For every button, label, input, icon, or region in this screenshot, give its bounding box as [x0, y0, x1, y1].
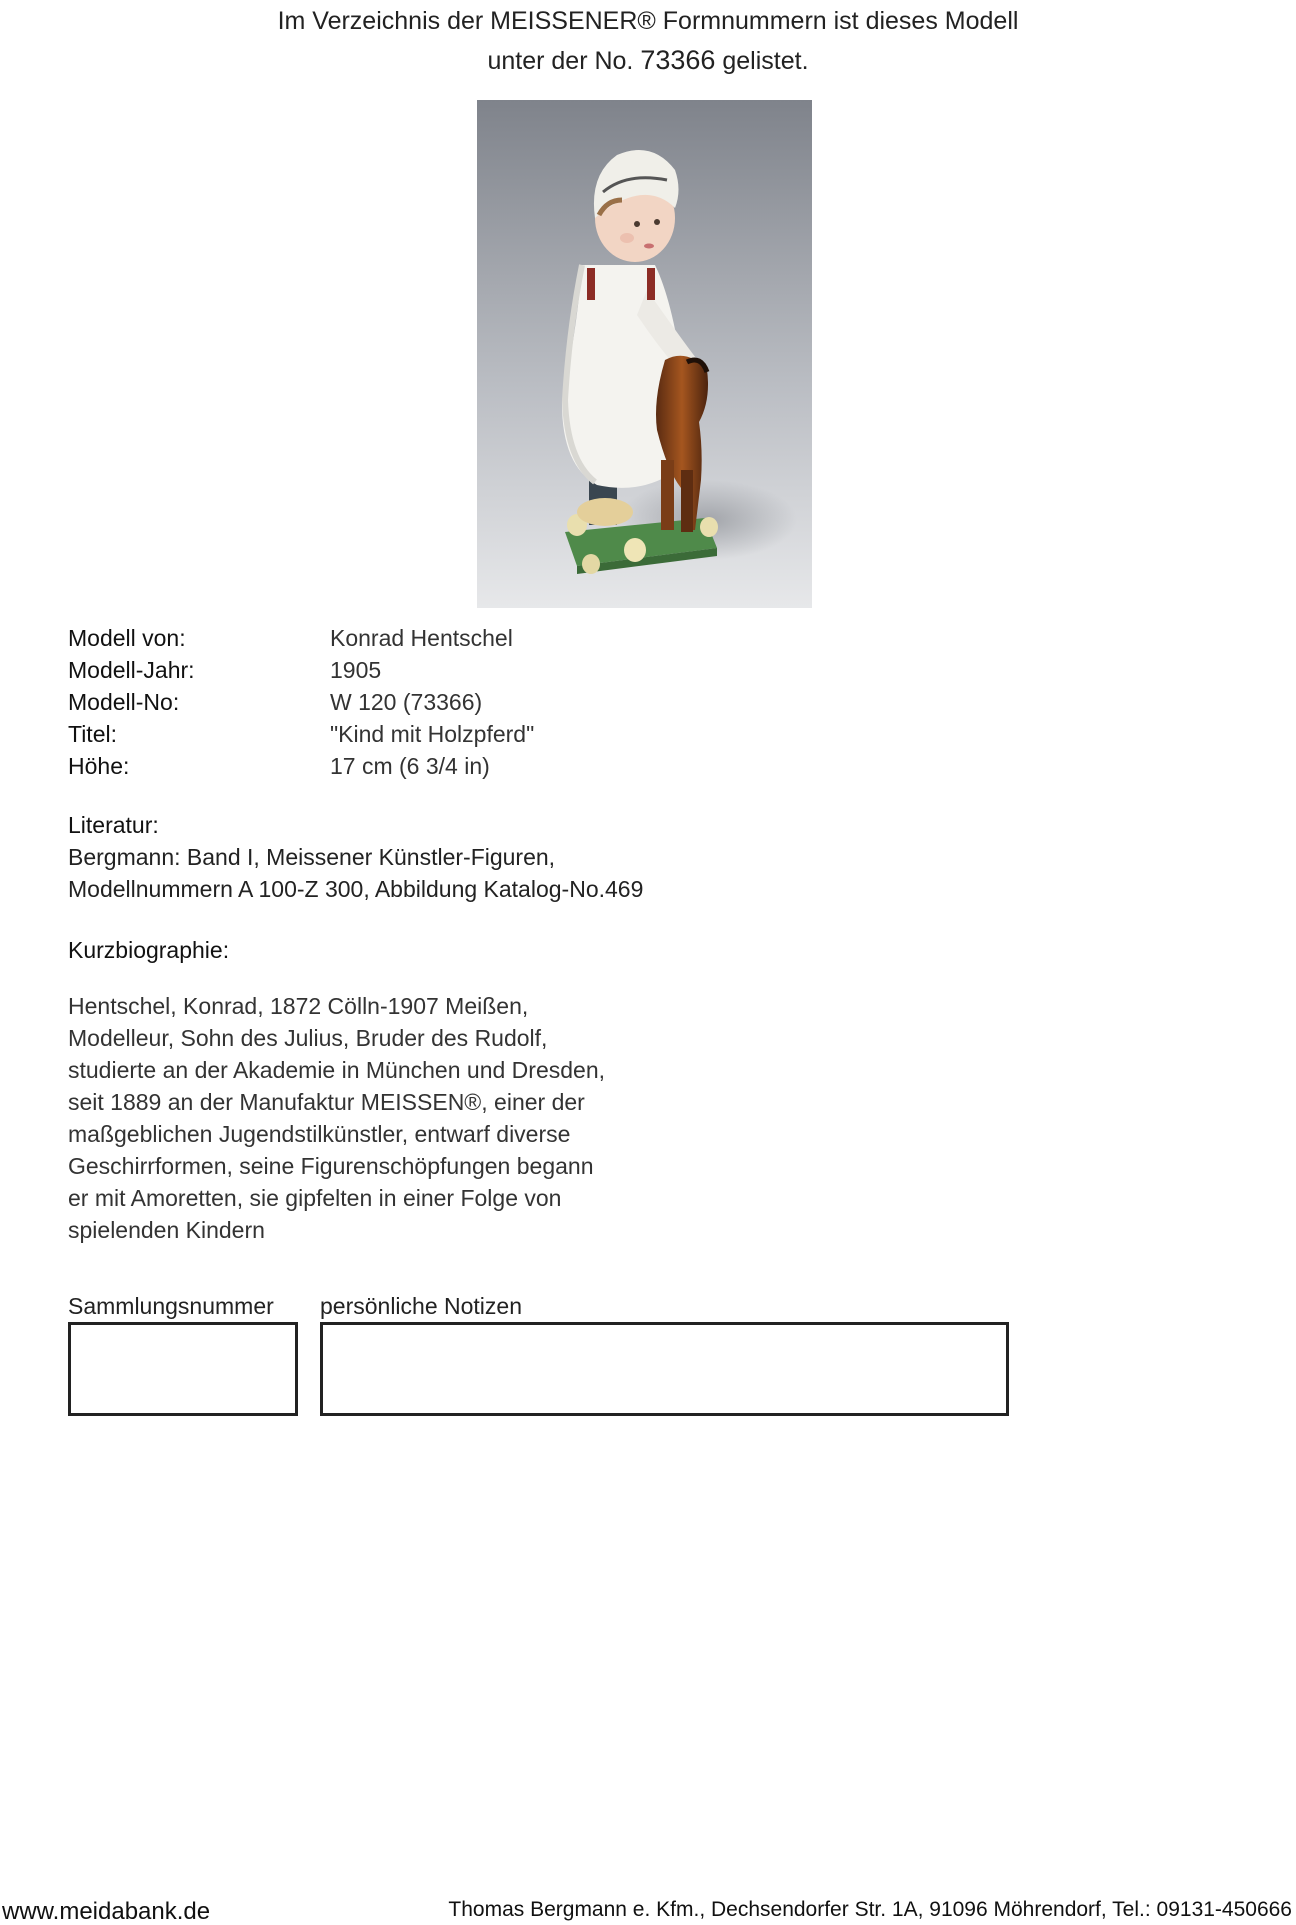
detail-label: Modell-Jahr:: [68, 657, 195, 683]
detail-value: W 120 (73366): [330, 689, 483, 715]
biography-line: Hentschel, Konrad, 1872 Cölln-1907 Meißen,: [68, 993, 529, 1019]
detail-row: [68, 622, 534, 654]
literature-section: [68, 809, 643, 905]
footer-website[interactable]: www.meidabank.de: [2, 1898, 211, 1925]
detail-label: Höhe:: [68, 753, 130, 779]
biography-line: seit 1889 an der Manufaktur MEISSEN®, einer der: [68, 1089, 585, 1115]
detail-row: [68, 686, 534, 718]
footer-address: Thomas Bergmann e. Kfm., Dechsendorfer Str. 1A, 91096 Möhrendorf, Tel.: 09131-450666: [448, 1898, 1292, 1921]
notes-label: persönliche Notizen: [320, 1293, 523, 1319]
literature-heading: Literatur:: [68, 812, 159, 838]
detail-row: [68, 718, 534, 750]
header-line-1: Im Verzeichnis der MEISSENER® Formnummern ist dieses Modell: [277, 7, 1019, 35]
detail-value: 17 cm (6 3/4 in): [330, 753, 490, 779]
collection-number-label: Sammlungsnummer: [68, 1293, 274, 1319]
biography-line: spielenden Kindern: [68, 1217, 265, 1243]
biography-text: [68, 990, 628, 1246]
literature-line: Modellnummern A 100-Z 300, Abbildung Katalog-No.469: [68, 876, 644, 902]
biography-line: maßgeblichen Jugendstilkünstler, entwarf diverse: [68, 1121, 571, 1147]
detail-value: 1905: [330, 657, 382, 683]
page-header: [0, 2, 1296, 81]
header-suffix: gelistet.: [722, 47, 809, 75]
literature-line: Bergmann: Band I, Meissener Künstler-Figuren,: [68, 844, 556, 870]
header-prefix: unter der No.: [487, 47, 634, 75]
detail-row: [68, 654, 534, 686]
biography-line: studierte an der Akademie in München und Dresden,: [68, 1057, 605, 1083]
notes-field[interactable]: [320, 1322, 1009, 1416]
figurine-photo: [477, 100, 812, 608]
model-number: 73366: [640, 45, 716, 75]
model-details: [68, 622, 534, 782]
detail-label: Modell-No:: [68, 689, 180, 715]
header-line-2: [0, 41, 1296, 81]
detail-value: "Kind mit Holzpferd": [330, 721, 535, 747]
biography-line: Modelleur, Sohn des Julius, Bruder des Rudolf,: [68, 1025, 548, 1051]
detail-label: Modell von:: [68, 625, 186, 651]
biography-heading: Kurzbiographie:: [68, 937, 230, 963]
detail-value: Konrad Hentschel: [330, 625, 513, 651]
detail-label: Titel:: [68, 721, 117, 747]
detail-row: [68, 750, 534, 782]
biography-line: Geschirrformen, seine Figurenschöpfungen begann: [68, 1153, 594, 1179]
biography-line: er mit Amoretten, sie gipfelten in einer Folge von: [68, 1185, 562, 1211]
collection-number-field[interactable]: [68, 1322, 298, 1416]
